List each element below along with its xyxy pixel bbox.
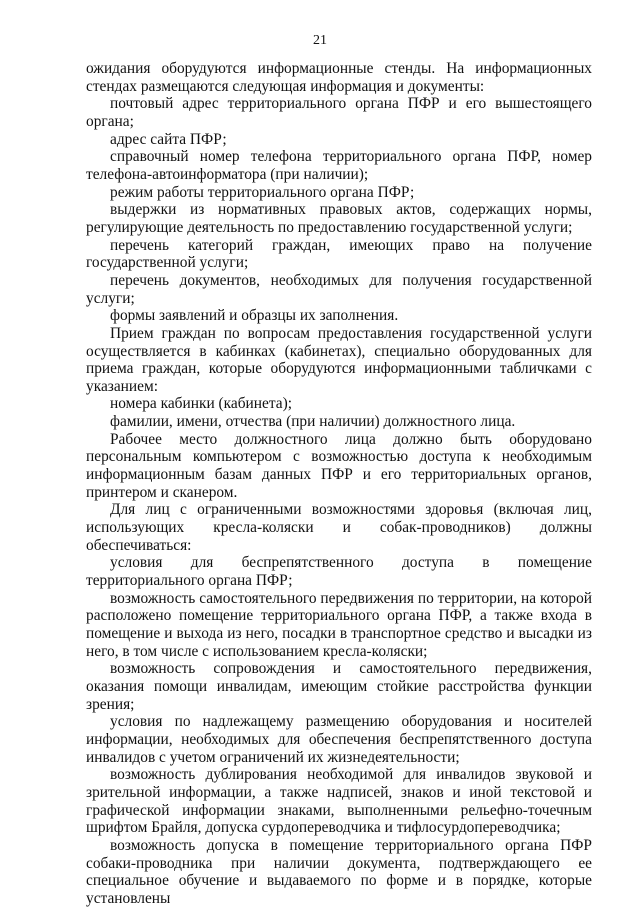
paragraph-application-forms: формы заявлений и образцы их заполнения. xyxy=(110,307,399,325)
paragraph-website-address: адрес сайта ПФР; xyxy=(110,130,227,148)
paragraph-independent-movement: возможность самостоятельного передвижения по территории, на которой расположено помещение территориального органа ПФР, а также входа в помещение и выхода из него, посадки в транспортное средство и высадки из него, в том числе с использованием кресла-коляски; xyxy=(86,589,592,660)
paragraph-waiting-area-stands: ожидания оборудуются информационные стенды. На информационных стендах размещаются следующая информация и документы: xyxy=(86,60,592,95)
paragraph-escort-assistance: возможность сопровождения и самостоятельного передвижения, оказания помощи инвалидам, имеющим стойкие расстройства функции зрения; xyxy=(86,660,592,713)
body-text xyxy=(86,60,592,908)
paragraph-unobstructed-access: условия для беспрепятственного доступа в помещение территориального органа ПФР; xyxy=(86,554,592,590)
paragraph-workplace-equipment: Рабочее место должностного лица должно быть оборудовано персональным компьютером с возможностью доступа к необходимым информационным базам данных ПФР и его территориальных органов, принтером и сканером. xyxy=(86,430,592,501)
paragraph-legal-extracts: выдержки из нормативных правовых актов, содержащих нормы, регулирующие деятельность по предоставлению государственной услуги; xyxy=(86,201,592,236)
paragraph-working-hours: режим работы территориального органа ПФР; xyxy=(110,183,415,201)
paragraph-required-documents: перечень документов, необходимых для получения государственной услуги; xyxy=(86,271,592,307)
paragraph-phone-numbers: справочный номер телефона территориального органа ПФР, номер телефона-автоинформатора (при наличии); xyxy=(86,148,592,183)
paragraph-booth-number: номера кабинки (кабинета); xyxy=(110,395,293,413)
paragraph-equipment-placement: условия по надлежащему размещению оборудования и носителей информации, необходимых для обеспечения беспрепятственного доступа инвалидов с учетом ограничений их жизнедеятельности; xyxy=(86,713,592,766)
paragraph-information-duplication: возможность дублирования необходимой для инвалидов звуковой и зрительной информации, а также надписей, знаков и иной текстовой и графической информации знаками, выполненными рельефно-точечным шрифтом Брайля, допуска сурдопереводчика и тифлосурдопереводчика; xyxy=(86,766,592,837)
paragraph-reception-booths: Прием граждан по вопросам предоставления государственной услуги осуществляется в кабинках (кабинетах), специально оборудованных для приема граждан, которые оборудуются информационными табличками с указанием: xyxy=(86,324,592,395)
paragraph-postal-address: почтовый адрес территориального органа ПФР и его вышестоящего органа; xyxy=(86,95,592,130)
paragraph-guide-dog-admission: возможность допуска в помещение территориального органа ПФР собаки-проводника при наличии документа, подтверждающего ее специальное обучение и выдаваемого по форме и в порядке, которые установлены xyxy=(86,836,592,907)
page-number: 21 xyxy=(313,33,327,48)
paragraph-eligible-categories: перечень категорий граждан, имеющих право на получение государственной услуги; xyxy=(86,236,592,272)
paragraph-official-name: фамилии, имени, отчества (при наличии) должностного лица. xyxy=(110,413,516,431)
paragraph-disability-provisions: Для лиц с ограниченными возможностями здоровья (включая лиц, использующих кресла-коляски и собак-проводников) должны обеспечиваться: xyxy=(86,501,592,554)
